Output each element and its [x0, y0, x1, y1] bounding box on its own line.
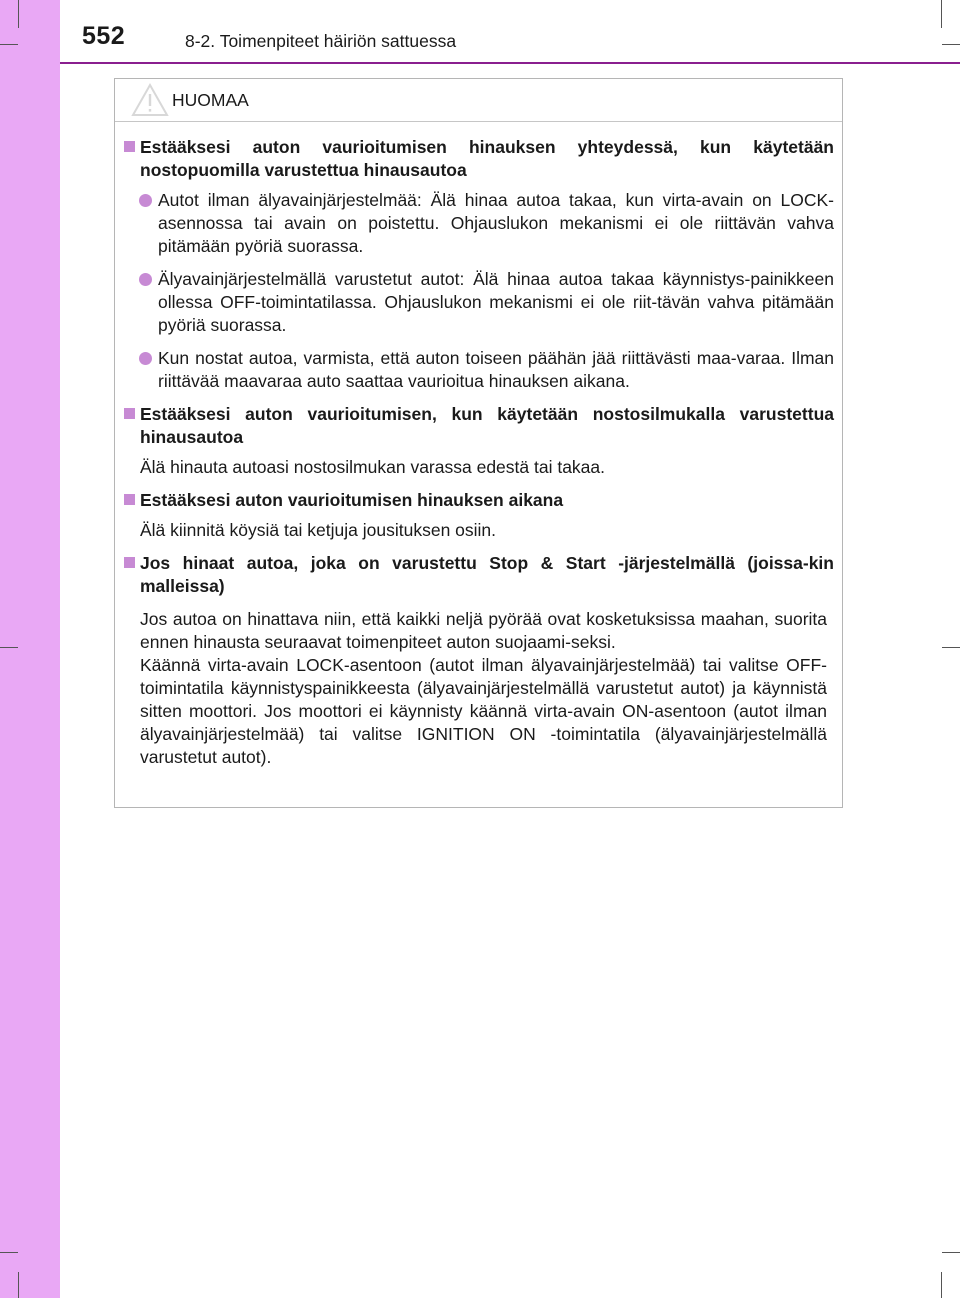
list-item	[124, 347, 834, 393]
circle-bullet-icon	[139, 352, 152, 365]
crop-mark	[942, 647, 960, 648]
section-text: Älä hinauta autoasi nostosilmukan varassa edestä tai takaa.	[140, 457, 606, 477]
section-heading	[124, 403, 834, 449]
crop-mark	[18, 0, 19, 28]
header-divider	[60, 62, 960, 64]
crop-mark	[942, 1252, 960, 1253]
notice-header	[115, 79, 842, 122]
warning-triangle-icon	[130, 82, 170, 118]
list-item	[124, 268, 834, 337]
crop-mark	[0, 1252, 18, 1253]
square-bullet-icon	[124, 141, 135, 152]
section-title: 8-2. Toimenpiteet häiriön sattuessa	[185, 31, 457, 51]
caution-notice	[114, 78, 843, 808]
section-heading-text: Estääksesi auton vaurioitumisen hinauksen yhteydessä, kun käytetään nostopuomilla varustettua hinausautoa	[140, 137, 834, 180]
list-item-text: Kun nostat autoa, varmista, että auton toiseen päähän jää riittävästi maa-varaa. Ilman riittävää maavaraa auto saattaa vaurioitua hinauksen aikana.	[158, 348, 834, 391]
crop-mark	[0, 647, 18, 648]
chapter-tab-strip	[0, 0, 60, 1298]
section-text: Älä kiinnitä köysiä tai ketjuja jousituksen osiin.	[140, 520, 497, 540]
crop-mark	[941, 1272, 942, 1298]
section-paragraph: Käännä virta-avain LOCK-asentoon (autot ilman älyavainjärjestelmää) tai valitse OFF-toimintatila käynnistyspainikkeesta (älyavainjärjestelmällä varustetut autot) ja käynnistä sitten moottori. Jos moottori ei käynnisty käännä virta-avain ON-asentoon (autot ilman älyavainjärjestelmää) tai valitse IGNITION ON -toimintatila (älyavainjärjestelmällä varustetut autot).	[140, 655, 827, 767]
crop-mark	[18, 1272, 19, 1298]
circle-bullet-icon	[139, 273, 152, 286]
circle-bullet-icon	[139, 194, 152, 207]
notice-body	[115, 122, 842, 769]
section-heading-text: Jos hinaat autoa, joka on varustettu Stop & Start -järjestelmällä (joissa-kin malleissa)	[140, 553, 834, 596]
square-bullet-icon	[124, 408, 135, 419]
notice-title: HUOMAA	[172, 90, 249, 110]
section-heading	[124, 489, 834, 512]
square-bullet-icon	[124, 494, 135, 505]
page-number: 552	[82, 22, 126, 50]
page-header	[60, 0, 960, 64]
list-item-text: Autot ilman älyavainjärjestelmää: Älä hinaa autoa takaa, kun virta-avain on LOCK-asennossa tai avain on poistettu. Ohjauslukon mekanismi ei ole riittävän vahva pitämään pyöriä suorassa.	[158, 190, 834, 256]
section-heading-text: Estääksesi auton vaurioitumisen hinauksen aikana	[140, 490, 564, 510]
section-heading-text: Estääksesi auton vaurioitumisen, kun käytetään nostosilmukalla varustettua hinausautoa	[140, 404, 834, 447]
section-paragraph: Jos autoa on hinattava niin, että kaikki neljä pyörää ovat kosketuksissa maahan, suorita ennen hinausta seuraavat toimenpiteet auton suojaami-seksi.	[140, 609, 827, 652]
list-item-text: Älyavainjärjestelmällä varustetut autot: Älä hinaa autoa takaa käynnistys-painikkeen ollessa OFF-toimintatilassa. Ohjauslukon mekanismi ei ole riit-tävän vahva pitämään pyöriä suorassa.	[158, 269, 834, 335]
crop-mark	[0, 44, 18, 45]
section-heading	[124, 552, 834, 598]
list-item	[124, 189, 834, 258]
square-bullet-icon	[124, 557, 135, 568]
section-heading	[124, 136, 834, 182]
